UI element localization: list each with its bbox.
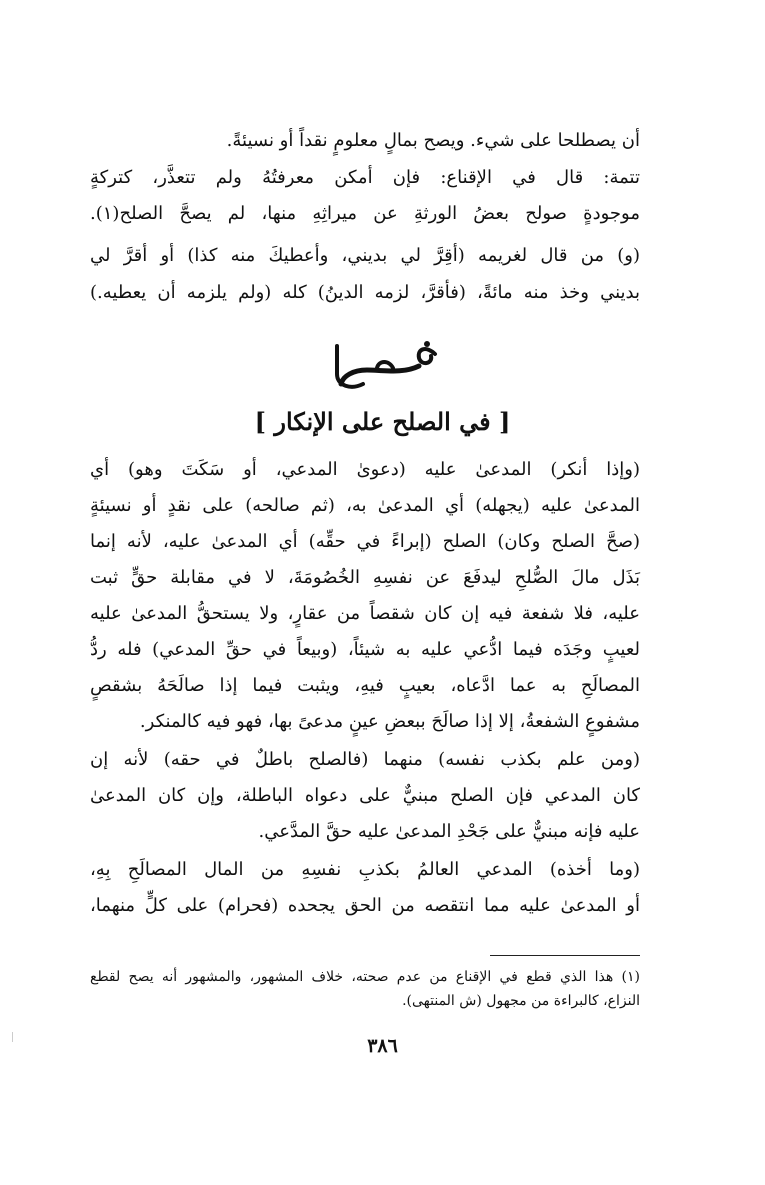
fasl-label: فصل (381, 390, 384, 391)
text-line: المصالَحِ به عما ادَّعاه، بعيبٍ فيهِ، ويثبت فيما إذا صالَحَهُ بشقصٍ (90, 675, 640, 696)
text-line: موجودةٍ صولح بعضُ الورثةِ عن ميراثِهِ منها، لم يصحَّ الصلح(١). (90, 203, 640, 224)
footnote-line: (١) هذا الذي قطع في الإقناع من عدم صحته، خلاف المشهور، والمشهور أنه يصح لقطع (90, 969, 640, 985)
text-line: بديني وخذ منه مائةً، (فأقرَّ، لزمه الدينُ) كله (ولم يلزمه أن يعطيه.) (90, 282, 640, 303)
text-line: (صحَّ الصلح وكان) الصلح (إبراءً في حقِّه) أي المدعىٰ عليه، لأنه إنما (90, 531, 640, 552)
fasl-calligraphy-ornament (323, 340, 443, 394)
footnote (90, 966, 640, 1016)
text-line: أو المدعىٰ عليه مما انتقصه من الحق يجحده (فحرام) على كلٍّ منهما، (90, 895, 640, 916)
footnote-line: النزاع، كالبراءة من مجهول (ش المنتهى). (402, 993, 640, 1009)
text-line: (وإذا أنكر) المدعىٰ عليه (دعوىٰ المدعي، أو سَكَتَ وهو) أي (90, 459, 640, 480)
text-line: تتمة: قال في الإقناع: فإن أمكن معرفتُهُ ولم تتعذَّر، كتركةٍ (90, 167, 640, 188)
text-line: عليه فإنه مبنيٌّ على جَحْدِ المدعىٰ عليه حقَّ المدَّعي. (258, 821, 640, 842)
text-line: أن يصطلحا على شيء. ويصح بمالٍ معلومٍ نقداً أو نسيئةً. (226, 130, 640, 151)
main-paragraphs (90, 456, 640, 946)
text-line: كان المدعي فإن الصلح مبنيٌّ على دعواه الباطلة، وإن كان المدعىٰ (90, 785, 640, 806)
text-line: مشفوعٍ الشفعةُ، إلا إذا صالَحَ ببعضِ عينٍ مدعىً بها، فهو فيه كالمنكر. (139, 711, 640, 732)
section-title: [ في الصلح على الإنكار ] (254, 407, 511, 436)
text-line: (ومن علم بكذب نفسه) منهما (فالصلح باطلٌ في حقه) لأنه إن (90, 749, 640, 770)
text-line: بَذَل مالَ الصُّلحِ ليدفَعَ عن نفسِهِ الخُصُومَةَ، لا في مقابلة حقٍّ ثبت (90, 567, 640, 588)
scan-edge-mark (12, 1032, 13, 1042)
fasl-heading (0, 340, 765, 398)
text-line: (وما أخذه) المدعي العالمُ بكذبِ نفسِهِ من المال المصالَحِ بِهِ، (90, 859, 640, 880)
text-line: لعيبٍ وجَدَه فيما ادُّعي عليه به شيئاً، (وبيعاً في حقِّ المدعي) فله ردُّ (90, 639, 640, 660)
text-line: المدعىٰ عليه (يجهله) أي المدعىٰ به، (ثم صالحه) على نقدٍ أو نسيئةٍ (90, 495, 640, 516)
page-number: ٣٨٦ (367, 1035, 398, 1057)
top-paragraphs (90, 127, 640, 317)
text-line: (و) من قال لغريمه (أقِرَّ لي بديني، وأعطيكَ منه كذا) أو أقرَّ لي (90, 245, 640, 266)
footnote-divider (490, 955, 640, 956)
text-line: عليه، فلا شفعة فيه إن كان شقصاً من عقارٍ، ولا يستحقُّ المدعىٰ عليه (90, 603, 640, 624)
